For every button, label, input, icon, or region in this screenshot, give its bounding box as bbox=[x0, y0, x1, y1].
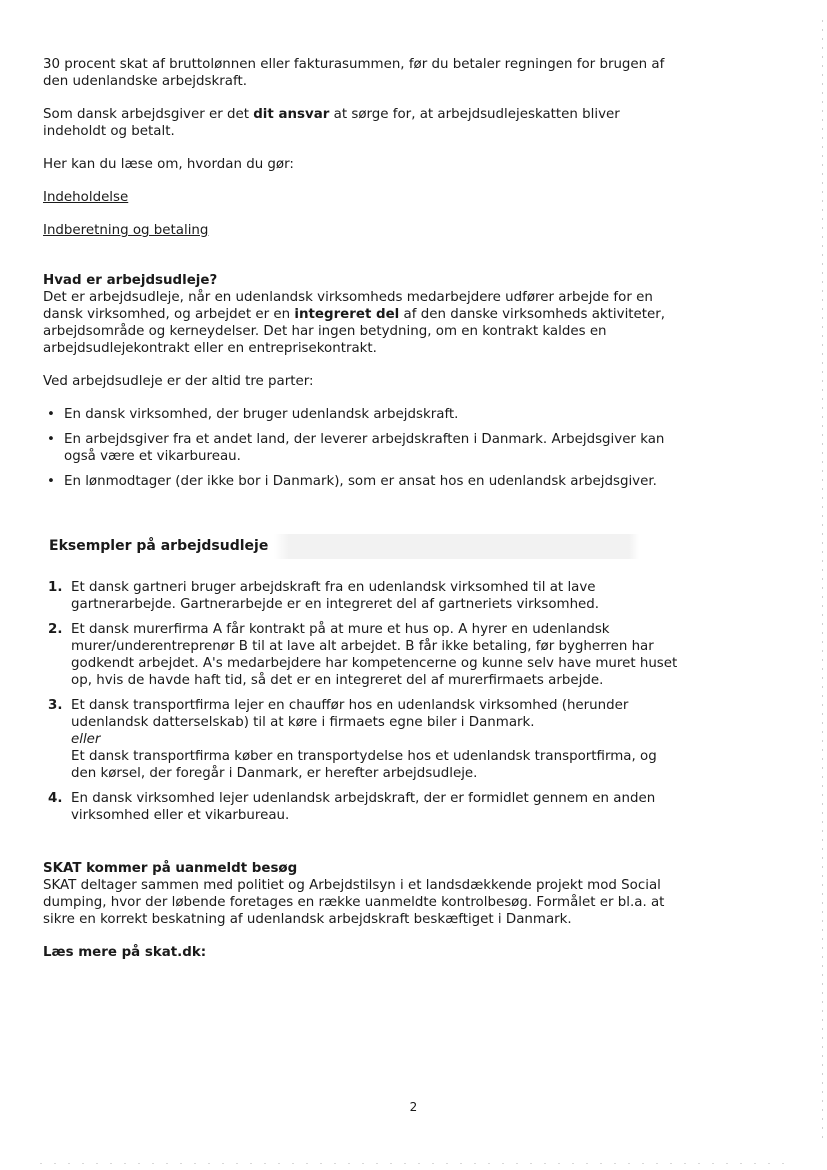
definition-text-start: Det er arbejdsudleje, når en udenlandsk virksomheds medarbejdere udfører arbejde for en dansk virksomhed, og arbejdet er en bbox=[43, 290, 653, 322]
parties-list bbox=[43, 406, 683, 490]
withholding-link[interactable]: Indeholdelse bbox=[43, 190, 129, 205]
list-item bbox=[43, 621, 683, 689]
parties-intro: Ved arbejdsudleje er der altid tre parter: bbox=[43, 374, 314, 389]
item-text: Et dansk transportfirma lejer en chauffør hos en udenlandsk virksomhed (herunder udenlandsk datterselskab) til at køre i firmaets egne biler i Danmark. bbox=[71, 698, 629, 730]
reporting-payment-link[interactable]: Indberetning og betaling bbox=[43, 223, 209, 238]
responsibility-text-end: at sørge for, at arbejdsudlejeskatten bliver indeholdt og betalt. bbox=[43, 107, 620, 139]
list-item: • En arbejdsgiver fra et andet land, der leverer arbejdskraften i Danmark. Arbejdsgiver kan også være et vikarbureau. bbox=[43, 431, 683, 465]
responsibility-emphasis: dit ansvar bbox=[253, 107, 330, 122]
intro-paragraph: 30 procent skat af bruttolønnen eller fakturasummen, før du betaler regningen for brugen af den udenlandske arbejdskraft. bbox=[43, 57, 665, 89]
definition-text-end: af den danske virksomheds aktiviteter, arbejdsområde og kerneydelser. Det har ingen betydning, om en kontrakt kaldes en arbejdsudlejekontrakt eller en entreprisekontrakt. bbox=[43, 307, 666, 356]
item-number: 4. bbox=[48, 791, 63, 806]
unannounced-visit-heading: SKAT kommer på uanmeldt besøg bbox=[43, 861, 298, 876]
how-to-paragraph: Her kan du læse om, hvordan du gør: bbox=[43, 157, 294, 172]
item-number: 2. bbox=[48, 622, 63, 637]
item-text: Et dansk gartneri bruger arbejdskraft fra en udenlandsk virksomhed til at lave gartnerarbejde. Gartnerarbejde er en integreret del af gartneriets virksomhed. bbox=[71, 580, 600, 612]
list-item bbox=[43, 579, 683, 613]
examples-heading: Eksempler på arbejdsudleje bbox=[49, 534, 639, 559]
scan-bottom-noise bbox=[40, 1163, 787, 1164]
list-item bbox=[43, 697, 683, 782]
list-item: • En lønmodtager (der ikke bor i Danmark), som er ansat hos en udenlandsk arbejdsgiver. bbox=[43, 473, 683, 490]
responsibility-paragraph bbox=[43, 106, 683, 140]
definition-emphasis: integreret del bbox=[294, 307, 400, 322]
page-number: 2 bbox=[409, 1100, 418, 1114]
list-item bbox=[43, 790, 683, 824]
unannounced-visit-paragraph: SKAT deltager sammen med politiet og Arbejdstilsyn i et landsdækkende projekt mod Social dumping, hvor der løbende foretages en række uanmeldte kontrolbesøg. Formålet er bl.a. at sikre en korrekt beskatning af udenlandsk arbejdskraft beskæftiget i Danmark. bbox=[43, 878, 665, 927]
item-alternative-word: eller bbox=[71, 732, 101, 747]
list-item: • En dansk virksomhed, der bruger udenlandsk arbejdskraft. bbox=[43, 406, 683, 423]
item-text: Et dansk murerfirma A får kontrakt på at mure et hus op. A hyrer en udenlandsk murer/underentreprenør B til at lave alt arbejdet. B får ikke betaling, før bygherren har godkendt arbejdet. A's medarbejdere har kompetencerne og kunne selv have muret huset op, hvis de havde haft tid, så det er en integreret del af murerfirmaets arbejde. bbox=[71, 622, 678, 688]
item-number: 3. bbox=[48, 698, 63, 713]
read-more-heading: Læs mere på skat.dk: bbox=[43, 945, 207, 960]
examples-list bbox=[43, 579, 683, 824]
item-number: 1. bbox=[48, 580, 63, 595]
item-text: En dansk virksomhed lejer udenlandsk arbejdskraft, der er formidlet gennem en anden virksomhed eller et vikarbureau. bbox=[71, 791, 656, 823]
definition-paragraph bbox=[43, 289, 683, 357]
definition-heading: Hvad er arbejdsudleje? bbox=[43, 273, 218, 288]
document-page bbox=[43, 56, 683, 961]
item-text-alternative: Et dansk transportfirma køber en transportydelse hos et udenlandsk transportfirma, og den kørsel, der foregår i Danmark, er herefter arbejdsudleje. bbox=[71, 749, 657, 781]
responsibility-text-start: Som dansk arbejdsgiver er det bbox=[43, 107, 254, 122]
scan-edge-marks bbox=[822, 20, 823, 1140]
